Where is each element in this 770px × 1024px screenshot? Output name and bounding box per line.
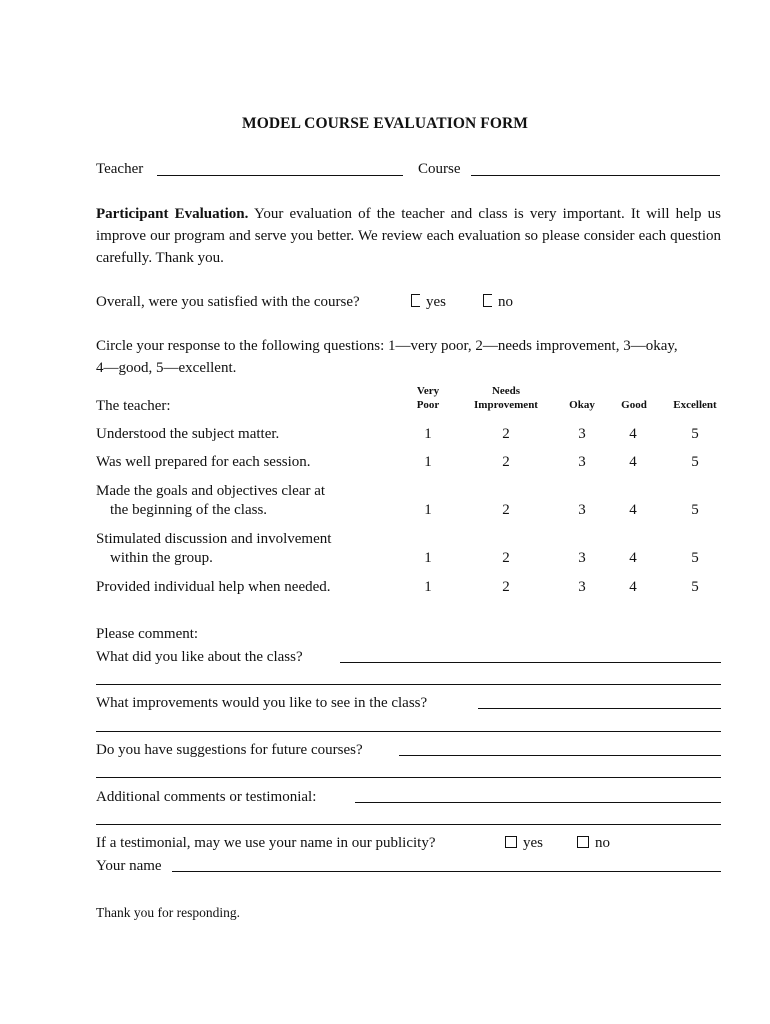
score-option[interactable]: 4 bbox=[629, 426, 637, 442]
score-option[interactable]: 5 bbox=[691, 579, 699, 595]
intro-text: Your evaluation of the teacher and class is very important. It will help us improve our program and serve you better. We review each evaluation so please consider each question carefully. Thank you. bbox=[96, 206, 721, 266]
column-header-line: Excellent bbox=[673, 399, 717, 411]
score-option[interactable]: 5 bbox=[691, 502, 699, 518]
form-title: MODEL COURSE EVALUATION FORM bbox=[242, 115, 528, 132]
row-4-label: Stimulated discussion and involvement bbox=[96, 531, 332, 547]
column-header-line: Good bbox=[621, 399, 647, 411]
column-header-line bbox=[558, 384, 606, 398]
score-option[interactable]: 5 bbox=[691, 550, 699, 566]
score-option[interactable]: 3 bbox=[578, 454, 586, 470]
column-header-good bbox=[610, 384, 658, 412]
comment-q4-label: Additional comments or testimonial: bbox=[96, 789, 317, 805]
column-header-line bbox=[664, 384, 726, 398]
comments-heading: Please comment: bbox=[96, 626, 199, 642]
your-name-field[interactable] bbox=[172, 871, 721, 872]
testimonial-yes-label: yes bbox=[523, 835, 543, 851]
teacher-label: Teacher bbox=[96, 161, 144, 177]
score-option[interactable]: 2 bbox=[502, 454, 510, 470]
checkbox-icon[interactable] bbox=[577, 836, 589, 848]
comment-q3-label: Do you have suggestions for future courses? bbox=[96, 742, 363, 758]
comment-q2-field[interactable] bbox=[478, 708, 721, 709]
row-5-label: Provided individual help when needed. bbox=[96, 579, 331, 595]
score-option[interactable]: 3 bbox=[578, 550, 586, 566]
scale-line-1: Circle your response to the following questions: 1—very poor, 2—needs improvement, 3—okay, bbox=[96, 338, 678, 354]
comment-q1-label: What did you like about the class? bbox=[96, 649, 303, 665]
footer-thanks: Thank you for responding. bbox=[96, 905, 240, 920]
score-option[interactable]: 3 bbox=[578, 579, 586, 595]
score-option[interactable]: 2 bbox=[502, 550, 510, 566]
column-header-line: Very bbox=[416, 385, 440, 397]
column-header-excellent bbox=[664, 384, 726, 412]
overall-yes-label: yes bbox=[426, 294, 446, 310]
course-field[interactable] bbox=[471, 175, 720, 176]
row-2-label: Was well prepared for each session. bbox=[96, 454, 311, 470]
score-option[interactable]: 4 bbox=[629, 579, 637, 595]
column-header-line: Improvement bbox=[474, 399, 538, 411]
score-option[interactable]: 3 bbox=[578, 426, 586, 442]
score-option[interactable]: 1 bbox=[424, 454, 432, 470]
score-option[interactable]: 2 bbox=[502, 426, 510, 442]
score-option[interactable]: 5 bbox=[691, 454, 699, 470]
row-4-label-cont: within the group. bbox=[110, 550, 213, 566]
overall-no-label: no bbox=[498, 294, 513, 310]
score-option[interactable]: 1 bbox=[424, 502, 432, 518]
column-header-line bbox=[610, 384, 658, 398]
column-header-okay bbox=[558, 384, 606, 412]
checkbox-icon[interactable] bbox=[505, 836, 517, 848]
overall-yes-option[interactable] bbox=[411, 293, 446, 311]
row-3-label-cont: the beginning of the class. bbox=[110, 502, 268, 518]
column-header-very-poor bbox=[404, 384, 452, 412]
comment-q1-field-line-2[interactable] bbox=[96, 684, 721, 685]
table-label: The teacher: bbox=[96, 398, 171, 414]
course-label: Course bbox=[418, 161, 461, 177]
comment-q2-label: What improvements would you like to see in the class? bbox=[96, 695, 428, 711]
score-option[interactable]: 2 bbox=[502, 579, 510, 595]
column-header-line: Needs bbox=[491, 385, 521, 397]
score-option[interactable]: 1 bbox=[424, 579, 432, 595]
overall-no-option[interactable] bbox=[483, 293, 513, 311]
row-1-label: Understood the subject matter. bbox=[96, 426, 280, 442]
column-header-needs-improvement bbox=[466, 384, 546, 412]
teacher-field[interactable] bbox=[157, 175, 403, 176]
testimonial-yes-option[interactable] bbox=[505, 834, 543, 852]
score-option[interactable]: 4 bbox=[629, 550, 637, 566]
testimonial-no-label: no bbox=[595, 835, 610, 851]
score-option[interactable]: 4 bbox=[629, 454, 637, 470]
score-option[interactable]: 5 bbox=[691, 426, 699, 442]
score-option[interactable]: 4 bbox=[629, 502, 637, 518]
scale-line-2: 4—good, 5—excellent. bbox=[96, 360, 237, 376]
score-option[interactable]: 2 bbox=[502, 502, 510, 518]
comment-q3-field[interactable] bbox=[399, 755, 721, 756]
column-header-line: Okay bbox=[569, 399, 595, 411]
your-name-label: Your name bbox=[96, 858, 162, 874]
testimonial-no-option[interactable] bbox=[577, 834, 610, 852]
checkbox-icon[interactable] bbox=[411, 294, 420, 307]
score-option[interactable]: 1 bbox=[424, 426, 432, 442]
intro-bold: Participant Evaluation. bbox=[96, 206, 249, 222]
comment-q4-field[interactable] bbox=[355, 802, 721, 803]
comment-q1-field[interactable] bbox=[340, 662, 721, 663]
row-3-label: Made the goals and objectives clear at bbox=[96, 483, 326, 499]
score-option[interactable]: 3 bbox=[578, 502, 586, 518]
comment-q2-field-line-2[interactable] bbox=[96, 731, 721, 732]
comment-q4-field-line-2[interactable] bbox=[96, 824, 721, 825]
comment-q3-field-line-2[interactable] bbox=[96, 777, 721, 778]
overall-question: Overall, were you satisfied with the course? bbox=[96, 294, 360, 310]
intro-paragraph bbox=[96, 203, 721, 269]
column-header-line: Poor bbox=[416, 399, 440, 411]
score-option[interactable]: 1 bbox=[424, 550, 432, 566]
checkbox-icon[interactable] bbox=[483, 294, 492, 307]
testimonial-question: If a testimonial, may we use your name in our publicity? bbox=[96, 835, 436, 851]
